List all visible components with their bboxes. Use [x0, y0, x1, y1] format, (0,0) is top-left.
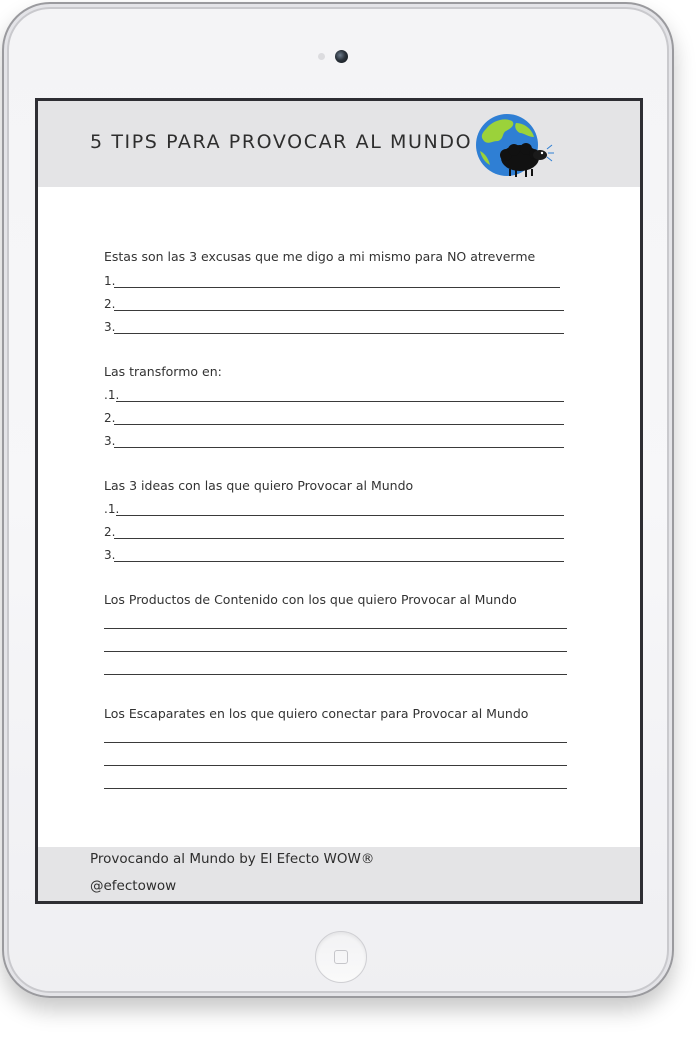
document-header	[38, 101, 640, 187]
line-number: 3.	[104, 434, 116, 448]
home-button-icon[interactable]	[315, 931, 367, 983]
section-heading-showcases: Los Escaparates en los que quiero conectar para Provocar al Mundo	[104, 706, 529, 721]
sensor-dot	[318, 53, 325, 60]
answer-rule	[114, 333, 564, 334]
line-number: 3.	[104, 320, 116, 334]
answer-rule	[114, 310, 564, 311]
footer-handle: @efectowow	[90, 878, 177, 894]
answer-rule	[114, 424, 564, 425]
line-number: .1.	[104, 388, 120, 402]
line-number: .1.	[104, 502, 120, 516]
line-number: 2.	[104, 297, 116, 311]
transform-line-1[interactable]	[104, 387, 568, 403]
transform-line-2[interactable]	[104, 410, 568, 426]
excuse-line-2[interactable]	[104, 296, 568, 312]
line-number: 3.	[104, 548, 116, 562]
section-heading-products: Los Productos de Contenido con los que quiero Provocar al Mundo	[104, 592, 517, 607]
showcases-answer-line-1[interactable]	[104, 742, 567, 743]
transform-line-3[interactable]	[104, 433, 568, 449]
products-answer-line-1[interactable]	[104, 628, 567, 629]
products-answer-line-2[interactable]	[104, 651, 567, 652]
excuse-line-3[interactable]	[104, 319, 568, 335]
home-button-square-icon	[334, 950, 348, 964]
answer-rule	[114, 287, 560, 288]
document-page	[35, 98, 643, 904]
answer-rule	[114, 538, 564, 539]
showcases-answer-line-3[interactable]	[104, 788, 567, 789]
showcases-answer-line-2[interactable]	[104, 765, 567, 766]
answer-rule	[114, 561, 564, 562]
idea-line-1[interactable]	[104, 501, 568, 517]
excuse-line-1[interactable]	[104, 273, 568, 289]
section-heading-ideas: Las 3 ideas con las que quiero Provocar al Mundo	[104, 478, 414, 493]
footer-brand: Provocando al Mundo by El Efecto WOW®	[90, 851, 375, 867]
document-title: 5 TIPS PARA PROVOCAR AL MUNDO	[90, 131, 473, 153]
line-number: 2.	[104, 411, 116, 425]
line-number: 2.	[104, 525, 116, 539]
answer-rule	[116, 401, 564, 402]
line-number: 1.	[104, 274, 116, 288]
section-heading-excuses: Estas son las 3 excusas que me digo a mi mismo para NO atreverme	[104, 249, 536, 264]
document-footer	[38, 847, 640, 904]
camera-icon	[335, 50, 348, 63]
answer-rule	[116, 515, 564, 516]
answer-rule	[114, 447, 564, 448]
idea-line-2[interactable]	[104, 524, 568, 540]
products-answer-line-3[interactable]	[104, 674, 567, 675]
globe-black-sheep-icon	[476, 111, 556, 183]
idea-line-3[interactable]	[104, 547, 568, 563]
section-heading-transform: Las transformo en:	[104, 364, 222, 379]
